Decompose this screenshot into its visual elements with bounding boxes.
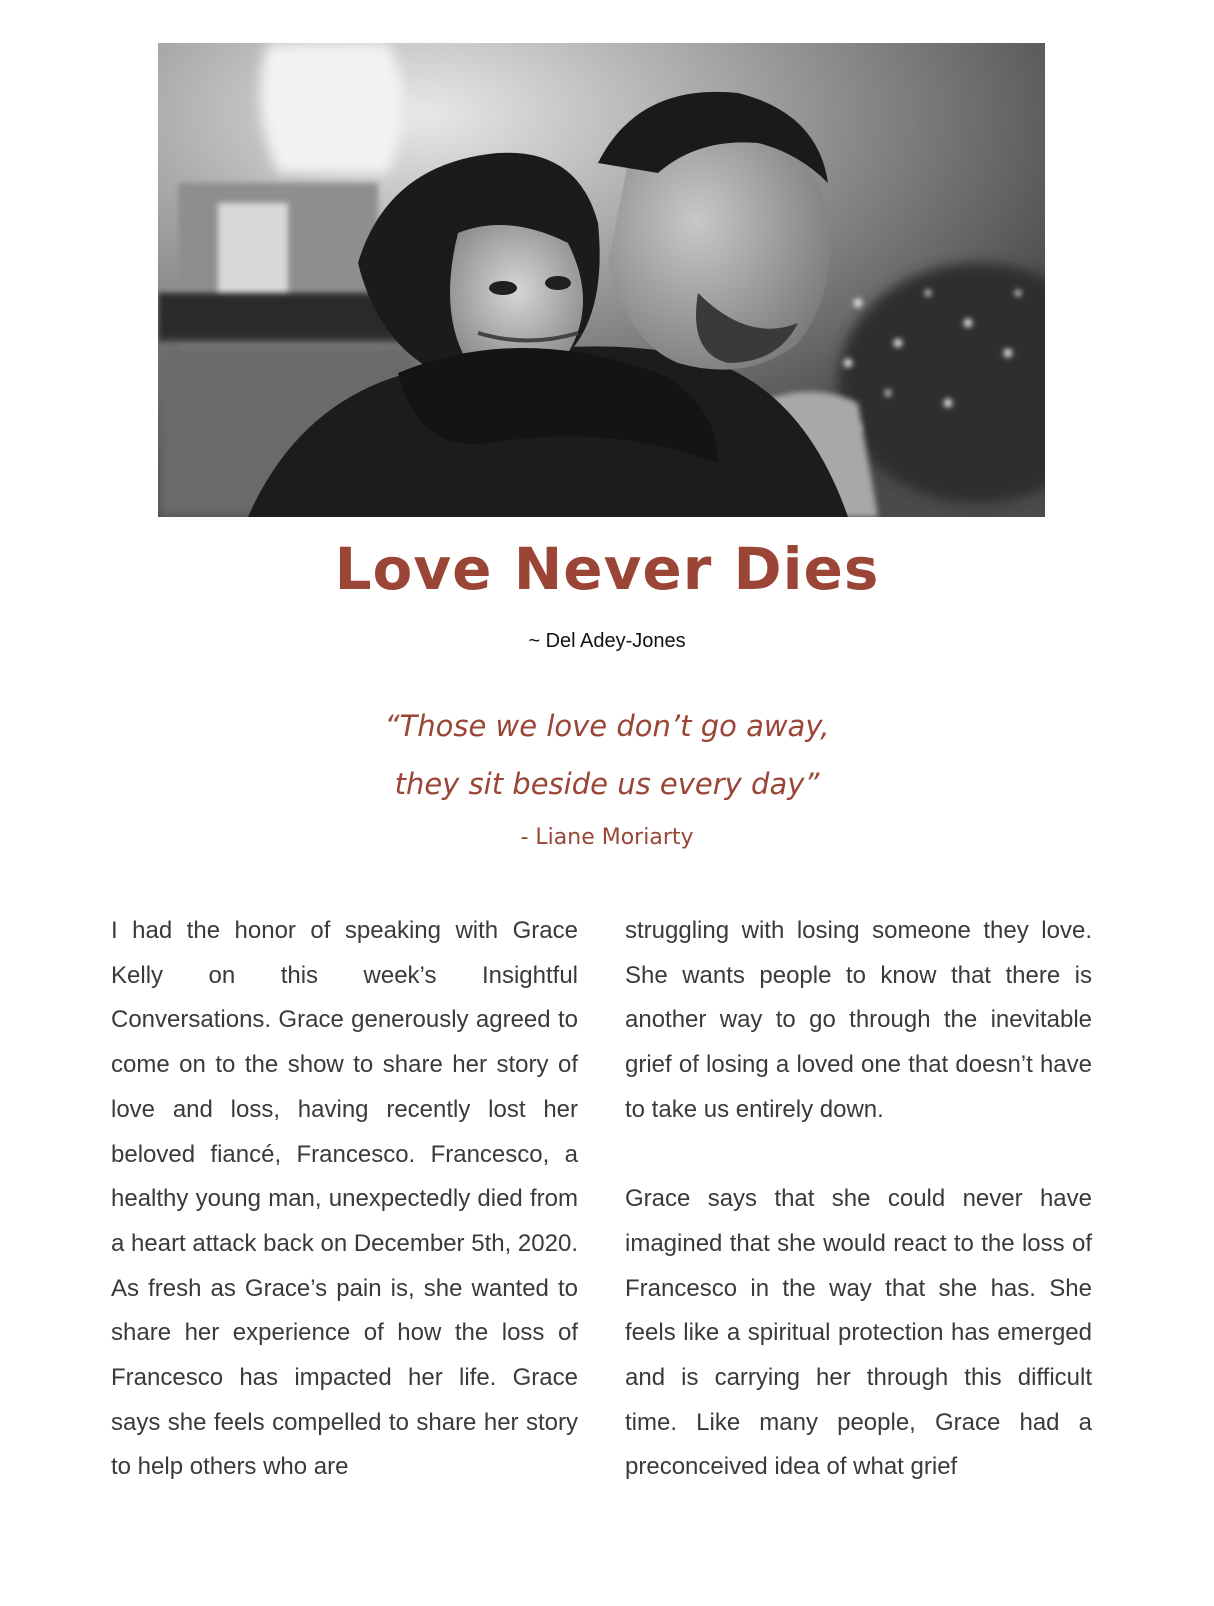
couple-photo-illustration xyxy=(158,43,1045,517)
paragraph: I had the honor of speaking with Grace Kelly on this week’s Insightful Conversations. Grace generously agreed to come on to the show to share her story of love and loss, having recently lost her beloved fiancé, Francesco. Francesco, a healthy young man, unexpectedly died from a heart attack back on December 5th, 2020. As fresh as Grace’s pain is, she wanted to share her experience of how the loss of Francesco has impacted her life. Grace says she feels compelled to share her story to help others who are xyxy=(111,917,578,1481)
author-byline: ~ Del Adey-Jones xyxy=(528,630,686,652)
body-column-right xyxy=(625,909,1092,1490)
quote-line-2: they sit beside us every day” xyxy=(394,767,820,801)
paragraph: Grace says that she could never have imagined that she would react to the loss of Francesco in the way that she has. She feels like a spiritual protection has emerged and is carrying her through this difficult time. Like many people, Grace had a preconceived idea of what grief xyxy=(625,1185,1092,1481)
paragraph: struggling with losing someone they love. She wants people to know that there is another way to go through the inevitable grief of losing a loved one that doesn’t have to take us entirely down. xyxy=(625,917,1092,1123)
quote-attribution: - Liane Moriarty xyxy=(520,825,694,850)
article-title: Love Never Dies xyxy=(334,535,880,603)
quote-line-1: “Those we love don’t go away, xyxy=(384,709,830,743)
body-column-left xyxy=(111,909,578,1490)
couple-photo xyxy=(158,43,1045,517)
